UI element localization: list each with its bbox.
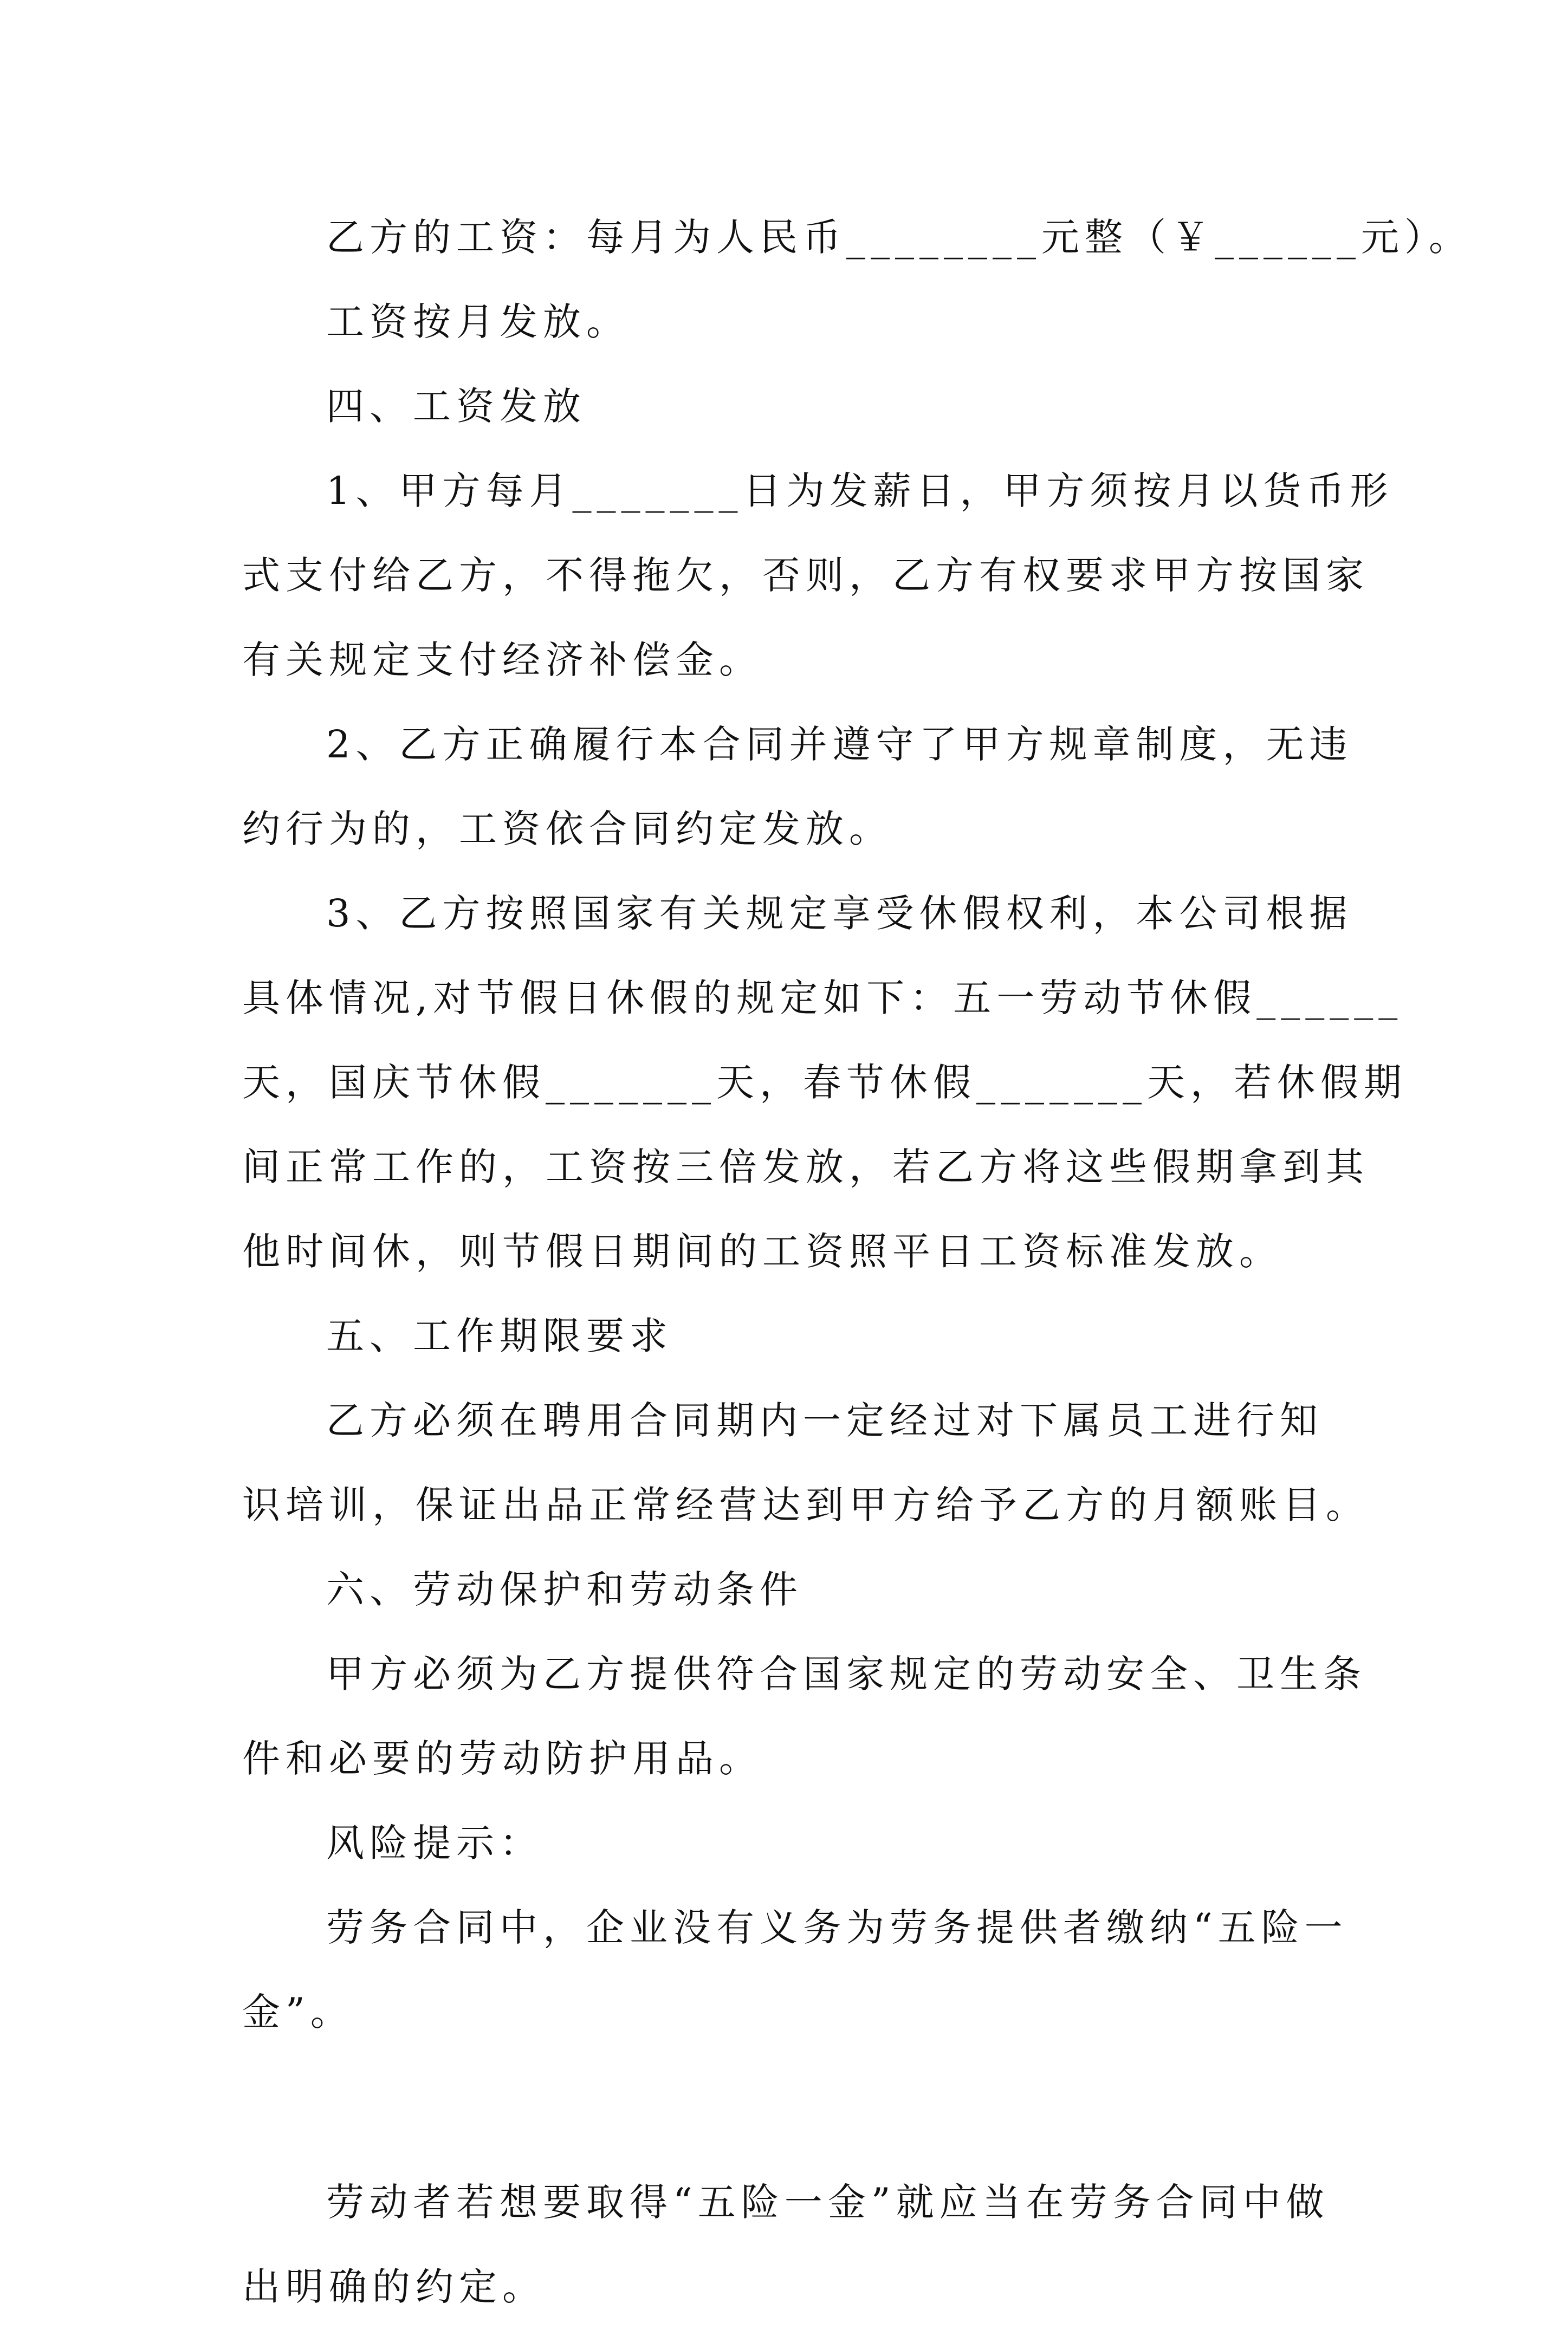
section-6-line-2: 件和必要的劳动防护用品。 xyxy=(242,1736,762,1781)
section-5-line-2: 识培训，保证出品正常经营达到甲方给予乙方的月额账目。 xyxy=(242,1483,1369,1527)
risk-notice-line-2: 金”。 xyxy=(242,1990,354,2034)
risk-notice-heading: 风险提示： xyxy=(326,1821,543,1865)
section-6-line-1: 甲方必须为乙方提供符合国家规定的劳动安全、卫生条 xyxy=(326,1652,1366,1696)
clause-4-1-line-3: 有关规定支付经济补偿金。 xyxy=(242,638,762,682)
clause-4-3-line-4: 间正常工作的，工资按三倍发放，若乙方将这些假期拿到其 xyxy=(242,1145,1369,1189)
paragraph-gap xyxy=(242,2054,1353,2160)
clause-4-3-line-1: 3、乙方按照国家有关规定享受休假权利，本公司根据 xyxy=(326,891,1353,936)
risk-notice-line-4: 出明确的约定。 xyxy=(242,2265,546,2309)
section-heading-4: 四、工资发放 xyxy=(326,384,586,429)
clause-4-3-line-2: 具体情况,对节假日休假的规定如下：五一劳动节休假______ xyxy=(242,976,1403,1020)
section-heading-5: 五、工作期限要求 xyxy=(326,1314,673,1358)
section-heading-6: 六、劳动保护和劳动条件 xyxy=(326,1567,803,1612)
section-5-line-1: 乙方必须在聘用合同期内一定经过对下属员工进行知 xyxy=(326,1398,1323,1443)
salary-amount-line: 乙方的工资：每月为人民币________元整（￥______元）。 xyxy=(326,215,1472,260)
document-body xyxy=(242,195,1472,2329)
clause-4-3-line-5: 他时间休，则节假日期间的工资照平日工资标准发放。 xyxy=(242,1229,1282,1274)
clause-4-1-line-1: 1、甲方每月_______日为发薪日，甲方须按月以货币形 xyxy=(326,469,1394,513)
risk-notice-line-3: 劳动者若想要取得“五险一金”就应当在劳务合同中做 xyxy=(326,2180,1330,2224)
risk-notice-line-1: 劳务合同中，企业没有义务为劳务提供者缴纳“五险一 xyxy=(326,1905,1348,1950)
clause-4-1-line-2: 式支付给乙方，不得拖欠，否则，乙方有权要求甲方按国家 xyxy=(242,553,1369,598)
salary-monthly-line: 工资按月发放。 xyxy=(326,300,630,344)
clause-4-2-line-2: 约行为的，工资依合同约定发放。 xyxy=(242,807,892,851)
clause-4-3-line-3: 天，国庆节休假_______天，春节休假_______天，若休假期 xyxy=(242,1060,1407,1105)
clause-4-2-line-1: 2、乙方正确履行本合同并遵守了甲方规章制度，无违 xyxy=(326,722,1353,767)
